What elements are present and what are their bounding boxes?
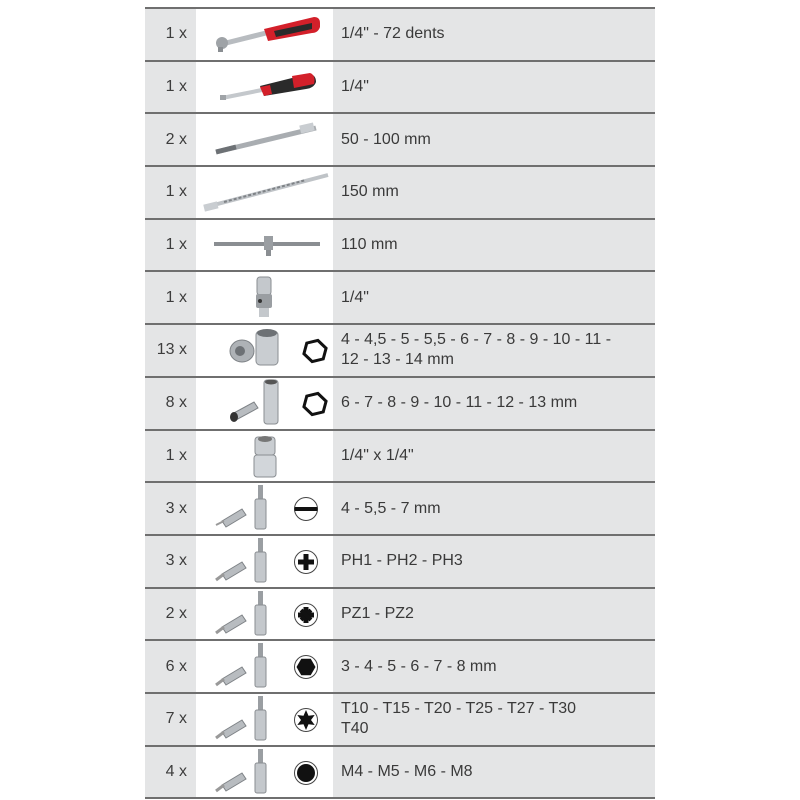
quantity-cell: 13 x — [145, 325, 196, 376]
universal-joint-icon — [196, 272, 333, 322]
quantity-cell: 8 x — [145, 378, 196, 429]
tool-image-cell — [196, 167, 333, 218]
description-cell: 4 - 5,5 - 7 mm — [333, 483, 655, 534]
tool-image-cell — [196, 220, 333, 271]
quantity-cell: 1 x — [145, 220, 196, 271]
description-cell: 3 - 4 - 5 - 6 - 7 - 8 mm — [333, 641, 655, 692]
adapter-icon — [196, 431, 333, 481]
quantity-cell: 2 x — [145, 589, 196, 640]
tool-image-cell — [196, 9, 333, 60]
ratchet-icon — [196, 9, 333, 59]
tool-image-cell — [196, 483, 333, 534]
quantity-cell: 1 x — [145, 62, 196, 113]
tool-image-cell — [196, 641, 333, 692]
description-cell: PH1 - PH2 - PH3 — [333, 536, 655, 587]
table-row — [145, 483, 655, 536]
description-cell: M4 - M5 - M6 - M8 — [333, 747, 655, 798]
table-row — [145, 9, 655, 62]
quantity-cell: 6 x — [145, 641, 196, 692]
tool-image-cell — [196, 694, 333, 745]
description-cell: 6 - 7 - 8 - 9 - 10 - 11 - 12 - 13 mm — [333, 378, 655, 429]
tool-image-cell — [196, 747, 333, 798]
pozidriv-icon — [293, 602, 319, 628]
tool-image-cell — [196, 378, 333, 429]
description-cell: 50 - 100 mm — [333, 114, 655, 165]
tool-image-cell — [196, 325, 333, 376]
description-cell: T10 - T15 - T20 - T25 - T27 - T30 T40 — [333, 694, 655, 745]
torx-icon — [293, 707, 319, 733]
table-row — [145, 62, 655, 115]
table-row — [145, 378, 655, 431]
spinner-handle-icon — [196, 62, 333, 112]
quantity-cell: 1 x — [145, 9, 196, 60]
slotted-icon — [293, 496, 319, 522]
tool-image-cell — [196, 62, 333, 113]
description-cell: PZ1 - PZ2 — [333, 589, 655, 640]
description-cell: 4 - 4,5 - 5 - 5,5 - 6 - 7 - 8 - 9 - 10 - 11 - 12 - 13 - 14 mm — [333, 325, 655, 376]
table-row — [145, 220, 655, 273]
table-row — [145, 694, 655, 747]
description-cell: 1/4" — [333, 272, 655, 323]
quantity-cell: 1 x — [145, 431, 196, 482]
hex-bit-icon — [293, 654, 319, 680]
table-row — [145, 167, 655, 220]
table-row — [145, 114, 655, 167]
tool-image-cell — [196, 536, 333, 587]
flexible-extension-icon — [196, 167, 333, 217]
quantity-cell: 3 x — [145, 536, 196, 587]
quantity-cell: 2 x — [145, 114, 196, 165]
t-bar-handle-icon — [196, 220, 333, 270]
tool-image-cell — [196, 114, 333, 165]
quantity-cell: 1 x — [145, 167, 196, 218]
quantity-cell: 3 x — [145, 483, 196, 534]
xzn-spline-icon — [293, 760, 319, 786]
hex-outline-icon — [302, 338, 328, 364]
table-row — [145, 272, 655, 325]
description-cell: 150 mm — [333, 167, 655, 218]
description-cell: 1/4" - 72 dents — [333, 9, 655, 60]
description-cell: 1/4" — [333, 62, 655, 113]
tool-image-cell — [196, 272, 333, 323]
table-row — [145, 325, 655, 378]
extension-bar-icon — [196, 114, 333, 164]
description-cell: 110 mm — [333, 220, 655, 271]
table-row — [145, 589, 655, 642]
quantity-cell: 1 x — [145, 272, 196, 323]
table-row — [145, 431, 655, 484]
phillips-icon — [293, 549, 319, 575]
quantity-cell: 7 x — [145, 694, 196, 745]
table-row — [145, 747, 655, 800]
table-row — [145, 641, 655, 694]
quantity-cell: 4 x — [145, 747, 196, 798]
description-cell: 1/4" x 1/4" — [333, 431, 655, 482]
tool-contents-table — [145, 7, 655, 799]
table-row — [145, 536, 655, 589]
tool-image-cell — [196, 589, 333, 640]
tool-image-cell — [196, 431, 333, 482]
hex-outline-icon — [302, 391, 328, 417]
